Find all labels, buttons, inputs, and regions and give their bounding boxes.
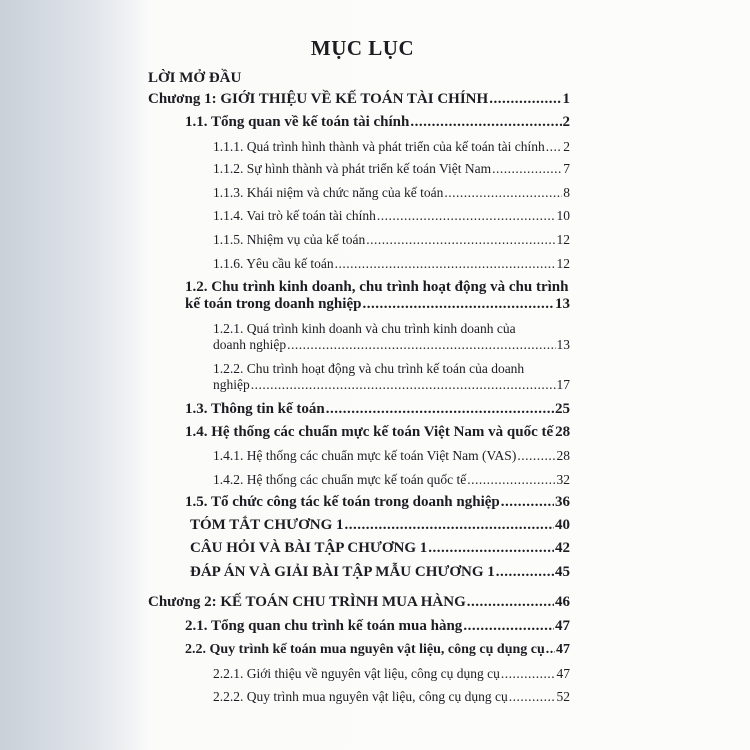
entry-text: 1.1.5. Nhiệm vụ của kế toán xyxy=(213,232,366,247)
toc-entry xyxy=(213,232,570,248)
toc-entry xyxy=(190,540,570,557)
entry-text: 2.2.1. Giới thiệu về nguyên vật liệu, công cụ dụng cụ xyxy=(213,666,500,681)
toc-entry xyxy=(185,401,570,418)
toc-entry xyxy=(213,139,570,155)
entry-text: 1.2. Chu trình kinh doanh, chu trình hoạt động và chu trình xyxy=(185,279,569,295)
entry-page: 46 xyxy=(555,594,570,610)
entry-text: 1.2.2. Chu trình hoạt động và chu trình kế toán của doanh xyxy=(213,361,525,376)
entry-page: 13 xyxy=(555,296,570,312)
dot-leader xyxy=(467,472,555,488)
dot-leader xyxy=(463,618,554,635)
entry-page: 40 xyxy=(555,517,570,533)
entry-text: TÓM TẮT CHƯƠNG 1 xyxy=(190,517,344,533)
toc-entry xyxy=(213,689,570,705)
entry-text: 2.1. Tổng quan chu trình kế toán mua hàng xyxy=(185,618,463,634)
entry-text: ĐÁP ÁN VÀ GIẢI BÀI TẬP MẪU CHƯƠNG 1 xyxy=(190,564,495,580)
dot-leader xyxy=(501,666,556,682)
toc-entry xyxy=(213,321,570,353)
toc-entry xyxy=(190,517,570,534)
entry-page: 45 xyxy=(555,564,570,580)
entry-text: 1.1.1. Quá trình hình thành và phát triển của kế toán tài chính xyxy=(213,139,545,154)
entry-page: 2 xyxy=(563,139,570,154)
entry-page: 47 xyxy=(556,666,570,681)
entry-text: 1.5. Tổ chức công tác kế toán trong doanh nghiệp xyxy=(185,494,500,510)
dot-leader xyxy=(489,91,561,108)
entry-text: Chương 2: KẾ TOÁN CHU TRÌNH MUA HÀNG xyxy=(148,594,466,610)
entry-page: 12 xyxy=(556,232,570,247)
entry-text: 1.4.1. Hệ thống các chuẩn mực kế toán Việt Nam (VAS) xyxy=(213,448,517,463)
entry-continuation xyxy=(185,296,570,313)
entry-continuation xyxy=(213,377,570,393)
dot-leader xyxy=(362,296,554,313)
dot-leader xyxy=(287,337,555,353)
entry-text-2: nghiệp xyxy=(213,377,250,392)
dot-leader xyxy=(492,161,562,177)
entry-text: CÂU HỎI VÀ BÀI TẬP CHƯƠNG 1 xyxy=(190,540,428,556)
dot-leader xyxy=(377,208,556,224)
entry-text: 1.4. Hệ thống các chuẩn mực kế toán Việt Nam và quốc tế xyxy=(185,424,554,440)
page-title: MỤC LỤC xyxy=(310,36,415,60)
entry-page: 36 xyxy=(555,494,570,510)
dot-leader xyxy=(366,232,555,248)
toc-entry xyxy=(213,472,570,488)
entry-text: 1.4.2. Hệ thống các chuẩn mực kế toán quốc tế xyxy=(213,472,467,487)
dot-leader xyxy=(546,139,562,155)
entry-page: 2 xyxy=(562,114,570,130)
dot-leader xyxy=(509,689,556,705)
toc-entry xyxy=(213,208,570,224)
toc-entry xyxy=(213,256,570,272)
toc-entry xyxy=(185,618,570,635)
entry-text: 1.2.1. Quá trình kinh doanh và chu trình kinh doanh của xyxy=(213,321,516,336)
dot-leader xyxy=(546,642,555,658)
entry-page: 12 xyxy=(556,256,570,271)
entry-page: 1 xyxy=(562,91,570,107)
entry-page: 10 xyxy=(556,208,570,223)
toc-entry-chapter xyxy=(148,594,570,611)
entry-text: 1.1.4. Vai trò kế toán tài chính xyxy=(213,208,376,223)
entry-page: 28 xyxy=(555,424,571,440)
toc-entry xyxy=(185,642,570,658)
toc-entry xyxy=(185,114,570,131)
dot-leader xyxy=(444,185,562,201)
toc-entry xyxy=(185,279,570,313)
toc-entry xyxy=(213,185,570,201)
entry-page: 28 xyxy=(556,448,570,463)
entry-text: 2.2.2. Quy trình mua nguyên vật liệu, công cụ dụng cụ xyxy=(213,689,508,704)
toc-entry-chapter xyxy=(148,91,570,108)
entry-text-2: doanh nghiệp xyxy=(213,337,287,352)
entry-page: 52 xyxy=(556,689,570,704)
dot-leader xyxy=(335,256,556,272)
entry-text: 1.1.6. Yêu cầu kế toán xyxy=(213,256,334,271)
dot-leader xyxy=(345,517,555,534)
dot-leader xyxy=(496,564,554,581)
entry-text-2: kế toán trong doanh nghiệp xyxy=(185,296,362,312)
dot-leader xyxy=(517,448,555,464)
toc-entry xyxy=(190,564,570,581)
entry-text: 1.1.2. Sự hình thành và phát triển kế toán Việt Nam xyxy=(213,161,492,176)
entry-page: 47 xyxy=(556,642,570,657)
entry-page: 8 xyxy=(563,185,570,200)
entry-page: 25 xyxy=(555,401,570,417)
entry-page: 47 xyxy=(555,618,570,634)
dot-leader xyxy=(428,540,554,557)
dot-leader xyxy=(467,594,554,611)
entry-text: 1.1.3. Khái niệm và chức năng của kế toán xyxy=(213,185,444,200)
toc-entry xyxy=(185,424,570,441)
dot-leader xyxy=(410,114,561,131)
entry-text: Chương 1: GIỚI THIỆU VỀ KẾ TOÁN TÀI CHÍNH xyxy=(148,91,489,107)
toc-entry xyxy=(213,161,570,177)
toc-entry xyxy=(213,666,570,682)
entry-text: 2.2. Quy trình kế toán mua nguyên vật liệu, công cụ dụng cụ xyxy=(185,642,545,657)
toc-entry xyxy=(185,494,570,511)
entry-page: 17 xyxy=(556,377,570,392)
entry-text: LỜI MỞ ĐẦU xyxy=(148,70,242,86)
toc-entry xyxy=(148,70,570,87)
dot-leader xyxy=(501,494,554,511)
toc-entry xyxy=(213,361,570,393)
toc-entry xyxy=(213,448,570,464)
entry-page: 42 xyxy=(555,540,570,556)
entry-text: 1.1. Tổng quan về kế toán tài chính xyxy=(185,114,410,130)
entry-text: 1.3. Thông tin kế toán xyxy=(185,401,325,417)
entry-page: 13 xyxy=(556,337,570,352)
dot-leader xyxy=(251,377,556,393)
entry-page: 7 xyxy=(563,161,570,176)
entry-page: 32 xyxy=(556,472,570,487)
entry-continuation xyxy=(213,337,570,353)
dot-leader xyxy=(326,401,554,418)
